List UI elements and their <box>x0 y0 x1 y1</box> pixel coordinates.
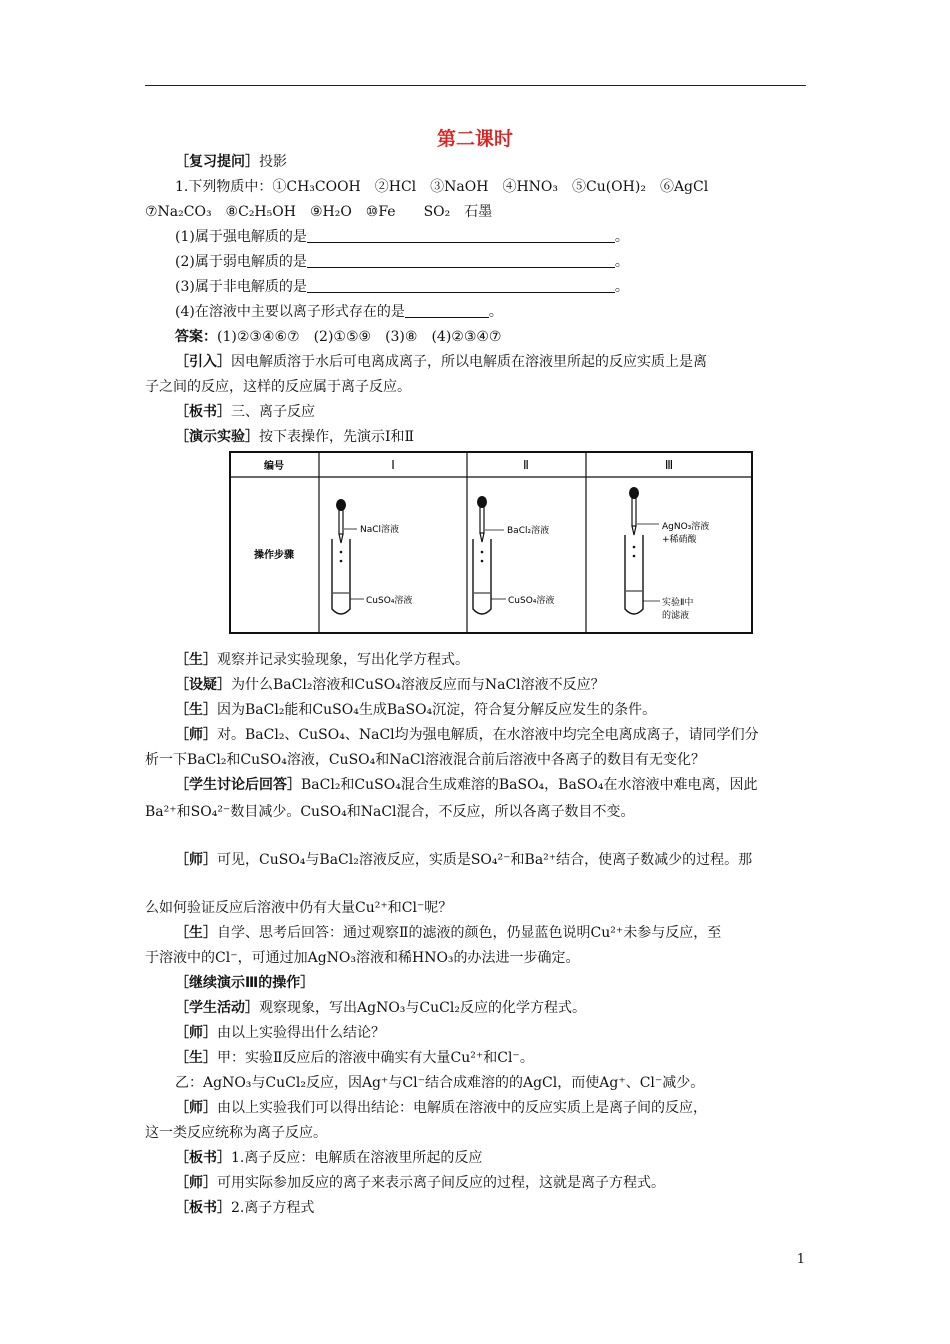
line-l4: (1)属于强电解质的是 。 <box>175 229 629 245</box>
line-l16: ［师］对。BaCl₂、CuSO₄、NaCl均为强电解质，在水溶液中均完全电离成离子，请同学们分 <box>175 727 759 743</box>
page-number: 1 <box>796 1252 805 1267</box>
answer-blank[interactable] <box>307 228 615 243</box>
line-l10: 子之间的反应，这样的反应属于离子反应。 <box>145 379 411 395</box>
line-l30: 这一类反应统称为离子反应。 <box>145 1125 327 1141</box>
line-l18: ［学生讨论后回答］BaCl₂和CuSO₄混合生成难溶的BaSO₄，BaSO₄在水溶液中难电离，因此 <box>175 777 758 793</box>
top-reagent-label: AgNO₃溶液 <box>662 522 710 532</box>
line-l33: ［板书］2.离子方程式 <box>175 1200 315 1216</box>
line-l28: 乙：AgNO₃与CuCl₂反应，因Ag⁺与Cl⁻结合成难溶的的AgCl，而使Ag⁺、Cl⁻减少。 <box>175 1075 705 1091</box>
test-tube-icon <box>625 535 643 614</box>
line-l9: ［引入］因电解质溶于水后可电离成离子，所以电解质在溶液里所起的反应实质上是离 <box>175 354 707 370</box>
table-col-header: Ⅱ <box>523 458 529 472</box>
line-l32: ［师］可用实际参加反应的离子来表示离子间反应的过程，这就是离子方程式。 <box>175 1175 665 1191</box>
dropper-icon <box>336 499 346 543</box>
line-l31: ［板书］1.离子反应：电解质在溶液里所起的反应 <box>175 1150 483 1166</box>
test-tube-icon <box>332 539 350 614</box>
bottom-reagent-label: 实验Ⅱ中 <box>662 598 694 608</box>
line-l29: ［师］由以上实验我们可以得出结论：电解质在溶液中的反应实质上是离子间的反应， <box>175 1100 707 1116</box>
answer-blank[interactable] <box>405 303 489 318</box>
answer-blank[interactable] <box>307 253 615 268</box>
line-l19: Ba²⁺和SO₄²⁻数目减少。CuSO₄和NaCl混合，不反应，所以各离子数目不变。 <box>145 804 635 820</box>
line-l21: 么如何验证反应后溶液中仍有大量Cu²⁺和Cl⁻呢？ <box>145 900 453 916</box>
table-col-header: Ⅰ <box>391 458 395 472</box>
line-l7: (4)在溶液中主要以离子形式存在的是 。 <box>175 304 503 320</box>
page-title: 第二课时 <box>436 128 513 150</box>
line-l8: 答案：(1)②③④⑥⑦ (2)①⑤⑨ (3)⑧ (4)②③④⑦ <box>175 329 502 345</box>
experiment-table <box>229 451 753 634</box>
line-l11: ［板书］三、离子反应 <box>175 404 315 420</box>
line-l20: ［师］可见，CuSO₄与BaCl₂溶液反应，实质是SO₄²⁻和Ba²⁺结合，使离子数减少的过程。那 <box>175 852 753 868</box>
line-l15: ［生］因为BaCl₂能和CuSO₄生成BaSO₄沉淀，符合复分解反应发生的条件。 <box>175 702 657 718</box>
header-rule <box>145 85 806 86</box>
line-l23: 于溶液中的Cl⁻，可通过加AgNO₃溶液和稀HNO₃的办法进一步确定。 <box>145 950 580 966</box>
line-l26: ［师］由以上实验得出什么结论？ <box>175 1025 385 1041</box>
line-l27: ［生］甲：实验Ⅱ反应后的溶液中确实有大量Cu²⁺和Cl⁻。 <box>175 1050 534 1066</box>
top-reagent-extra: +稀硝酸 <box>662 535 697 545</box>
line-l25: ［学生活动］观察现象，写出AgNO₃与CuCl₂反应的化学方程式。 <box>175 1000 586 1016</box>
bottom-reagent-extra: 的滤液 <box>662 611 690 621</box>
top-reagent-label: NaCl溶液 <box>360 525 400 535</box>
line-l6: (3)属于非电解质的是 。 <box>175 279 629 295</box>
line-l24: ［继续演示Ⅲ的操作］ <box>175 975 315 991</box>
line-l22: ［生］自学、思考后回答：通过观察Ⅱ的滤液的颜色，仍显蓝色说明Cu²⁺未参与反应，至 <box>175 925 722 941</box>
line-l2: 1.下列物质中：①CH₃COOH ②HCl ③NaOH ④HNO₃ ⑤Cu(OH)₂ ⑥AgCl <box>175 179 709 195</box>
table-row-label: 操作步骤 <box>254 550 294 561</box>
bottom-reagent-label: CuSO₄溶液 <box>508 596 555 606</box>
line-l12: ［演示实验］按下表操作，先演示Ⅰ和Ⅱ <box>175 429 415 445</box>
test-tube-icon <box>473 539 491 614</box>
answer-blank[interactable] <box>307 278 615 293</box>
table-head-label: 编号 <box>264 461 284 472</box>
line-l17: 析一下BaCl₂和CuSO₄溶液，CuSO₄和NaCl溶液混合前后溶液中各离子的数目有无变化？ <box>145 752 706 768</box>
line-l13: ［生］观察并记录实验现象，写出化学方程式。 <box>175 652 469 668</box>
line-l3: ⑦Na₂CO₃ ⑧C₂H₅OH ⑨H₂O ⑩Fe SO₂ 石墨 <box>145 204 493 220</box>
top-reagent-label: BaCl₂溶液 <box>507 526 550 536</box>
bottom-reagent-label: CuSO₄溶液 <box>366 596 413 606</box>
line-l14: ［设疑］为什么BaCl₂溶液和CuSO₄溶液反应而与NaCl溶液不反应？ <box>175 677 605 693</box>
line-l1: ［复习提问］投影 <box>175 154 287 170</box>
dropper-icon <box>477 496 487 542</box>
dropper-icon <box>629 487 639 535</box>
line-l5: (2)属于弱电解质的是 。 <box>175 254 629 270</box>
table-col-header: Ⅲ <box>664 458 674 472</box>
